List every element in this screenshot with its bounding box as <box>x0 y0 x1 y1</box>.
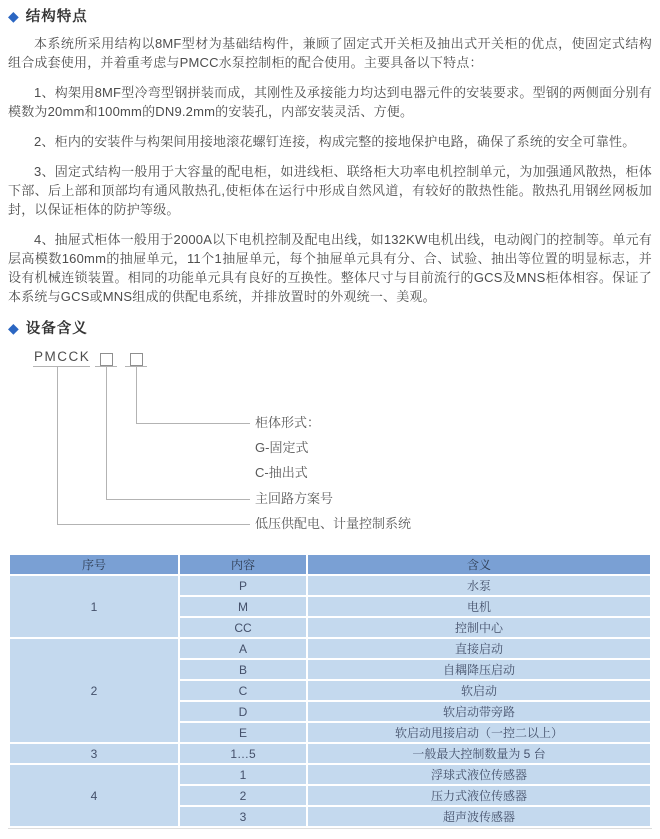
feature-paragraph: 2、柜内的安装件与构架间用接地滚花螺钉连接，构成完整的接地保护电路，确保了系统的安全可靠性。 <box>34 134 636 149</box>
feature-paragraph: 1、构架用8MF型冷弯型钢拼装而成，其刚性及承接能力均达到电器元件的安装要求。型钢的两侧面分别有模数为20mm和100mm的DN9.2mm的安装孔，内部安装灵活、方便。 <box>8 85 652 119</box>
cell-group-number: 4 <box>9 764 179 827</box>
section-title-meaning <box>8 320 652 338</box>
diamond-bullet-icon: ◆ <box>8 320 19 336</box>
cell-meaning-text: 软启动甩接启动（一控二以上） <box>307 722 651 743</box>
cell-meaning-text: 一般最大控制数量为 5 台 <box>307 743 651 764</box>
feature-paragraphs <box>8 34 652 306</box>
connector-vline-form <box>136 367 137 423</box>
cell-content-code: 3 <box>179 806 307 827</box>
table-body <box>9 575 651 827</box>
cell-content-code: 2 <box>179 785 307 806</box>
model-code-underline <box>33 366 90 367</box>
header-cell-content: 内容 <box>179 554 307 575</box>
header-cell-no: 序号 <box>9 554 179 575</box>
table-row <box>9 764 651 785</box>
model-code-text: PMCCK <box>34 349 91 364</box>
header-cell-meaning: 含义 <box>307 554 651 575</box>
cell-group-number: 2 <box>9 638 179 743</box>
cell-meaning-text: 直接启动 <box>307 638 651 659</box>
cell-meaning-text: 软启动带旁路 <box>307 701 651 722</box>
cell-meaning-text: 压力式液位传感器 <box>307 785 651 806</box>
connector-vline-scheme <box>106 367 107 499</box>
cell-content-code: B <box>179 659 307 680</box>
cell-meaning-text: 自耦降压启动 <box>307 659 651 680</box>
form-code-box-icon <box>130 353 143 366</box>
table-row <box>9 743 651 764</box>
feature-paragraph: 4、抽屉式柜体一般用于2000A以下电机控制及配电出线，如132KW电机出线，电动阀门的控制等。单元有层高模数160mm的抽屉单元，11个1抽屉单元，每个抽屉单元具有分、合、试验、抽出等位置的明显标志，并设有机械连锁装置。相同的功能单元具有良好的互换性。整体尺寸与目前流行的GCS及MNS柜体相容。保证了本系统与GCS或MNS组成的供配电系统，并排放置时的外观统一、美观。 <box>8 232 652 304</box>
cell-content-code: 1…5 <box>179 743 307 764</box>
scheme-code-box-icon <box>100 353 113 366</box>
table-row <box>9 575 651 596</box>
cell-group-number: 3 <box>9 743 179 764</box>
cell-group-number: 1 <box>9 575 179 638</box>
cell-meaning-text: 控制中心 <box>307 617 651 638</box>
feature-paragraph: 3、固定式结构一般用于大容量的配电柜，如进线柜、联络柜大功率电机控制单元，为加强通风散热，柜体下部、后上部和顶部均有通风散热孔,使柜体在运行中形成自然风道，有较好的散热性能。散热孔用钢丝网板加封，以保证柜体的防护等级。 <box>8 164 652 217</box>
feature-paragraph: 本系统所采用结构以8MF型材为基础结构件，兼顾了固定式开关柜及抽出式开关柜的优点，使固定式结构组合成套使用，并着重考虑与PMCC水泵控制柜的配合使用。主要具备以下特点： <box>8 36 652 70</box>
table-row <box>9 638 651 659</box>
diamond-bullet-icon: ◆ <box>8 8 19 24</box>
model-designation-diagram <box>8 346 652 551</box>
cell-content-code: C <box>179 680 307 701</box>
connector-hline-form <box>136 423 250 424</box>
table-header-row <box>9 554 651 575</box>
cell-content-code: D <box>179 701 307 722</box>
cell-meaning-text: 电机 <box>307 596 651 617</box>
label-cabinet-form: 柜体形式： <box>255 415 321 430</box>
section-title-meaning-text: 设备含义 <box>25 321 88 337</box>
cell-meaning-text: 水泵 <box>307 575 651 596</box>
connector-vline-system <box>57 367 58 524</box>
cell-content-code: E <box>179 722 307 743</box>
section-title-features-text: 结构特点 <box>25 9 88 25</box>
cell-meaning-text: 软启动 <box>307 680 651 701</box>
section-title-features <box>8 8 652 26</box>
table-header <box>9 554 651 575</box>
label-system-name: 低压供配电、计量控制系统 <box>255 516 412 531</box>
cell-content-code: P <box>179 575 307 596</box>
cell-content-code: CC <box>179 617 307 638</box>
cell-content-code: A <box>179 638 307 659</box>
connector-hline-system <box>57 524 250 525</box>
cell-content-code: 1 <box>179 764 307 785</box>
section-structure-features <box>8 8 652 306</box>
label-main-circuit-scheme: 主回路方案号 <box>255 491 334 506</box>
cell-content-code: M <box>179 596 307 617</box>
cell-meaning-text: 超声波传感器 <box>307 806 651 827</box>
meaning-table-wrap <box>8 553 652 829</box>
meaning-table <box>8 553 652 828</box>
connector-hline-scheme <box>106 499 250 500</box>
label-drawout-type: C-抽出式 <box>255 465 308 480</box>
label-fixed-type: G-固定式 <box>255 440 309 455</box>
cell-meaning-text: 浮球式液位传感器 <box>307 764 651 785</box>
section-equipment-meaning <box>8 320 652 551</box>
